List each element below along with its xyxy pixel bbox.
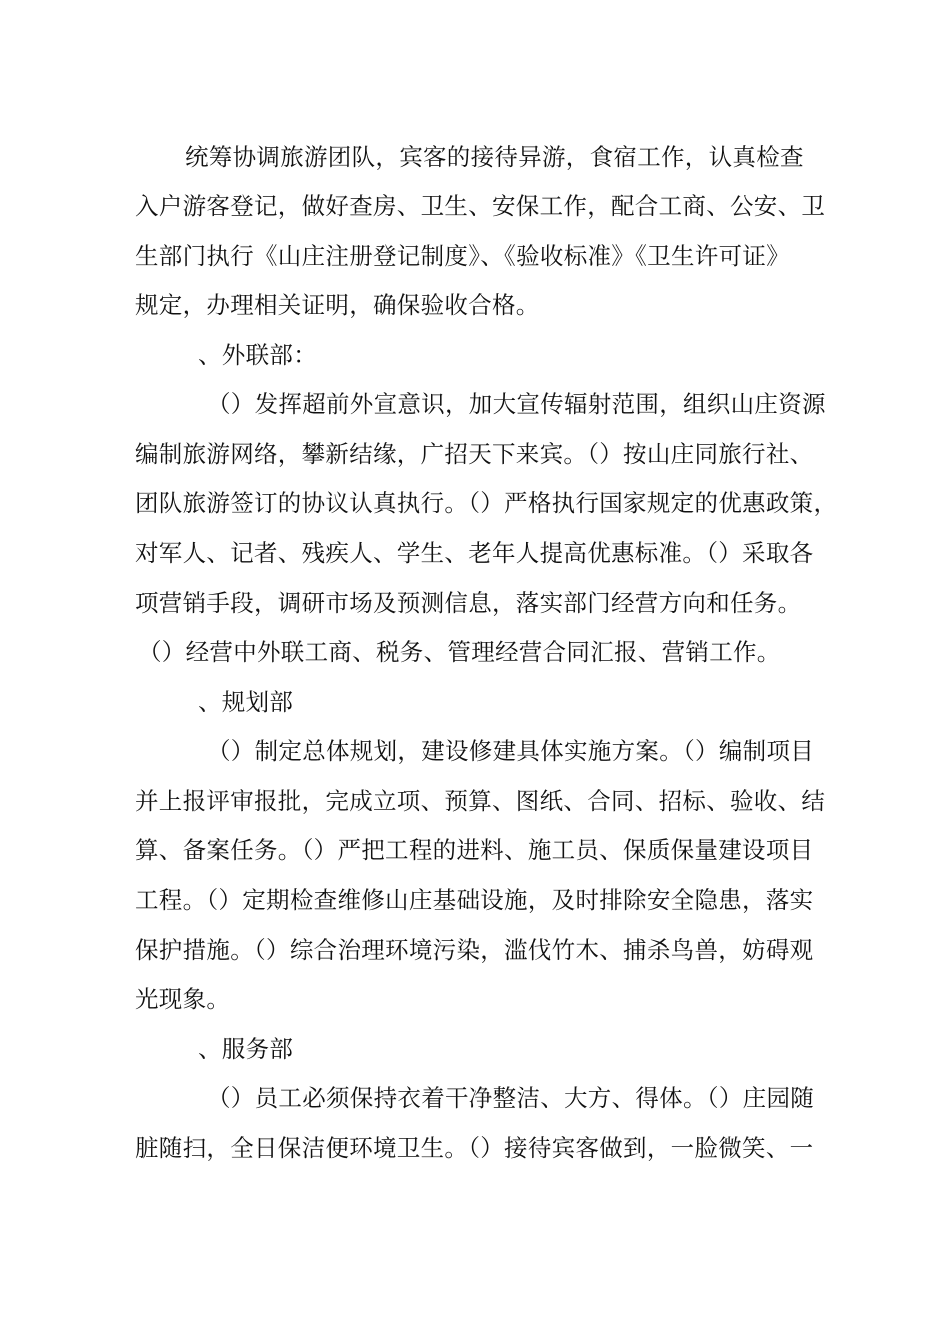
section-heading: 、外联部： (198, 341, 317, 369)
text-line: （）制定总体规划，建设修建具体实施方案。（）编制项目 (207, 737, 815, 765)
text-line: 光现象。 (135, 985, 231, 1013)
text-line: （）经营中外联工商、税务、管理经营合同汇报、营销工作。 (138, 638, 781, 666)
text-line: 并上报评审报批，完成立项、预算、图纸、合同、招标、验收、结 (135, 787, 826, 815)
text-line: （）员工必须保持衣着干净整洁、大方、得体。（）庄园随 (207, 1084, 815, 1112)
text-line: 规定，办理相关证明，确保验收合格。 (135, 291, 540, 319)
text-line: 生部门执行《山庄注册登记制度》、《验收标准》《卫生许可证》 (135, 242, 790, 270)
text-line: 算、备案任务。（）严把工程的进料、施工员、保质保量建设项目 (135, 836, 814, 864)
text-line: 统筹协调旅游团队，宾客的接待异游，食宿工作，认真检查 (185, 143, 804, 171)
text-line: 项营销手段，调研市场及预测信息，落实部门经营方向和任务。 (135, 589, 802, 617)
text-line: 脏随扫，全日保洁便环境卫生。（）接待宾客做到，一脸微笑、一 (135, 1134, 814, 1162)
text-line: 团队旅游签订的协议认真执行。（）严格执行国家规定的优惠政策， (135, 489, 838, 517)
text-line: 入户游客登记，做好查房、卫生、安保工作，配合工商、公安、卫 (135, 192, 826, 220)
text-line: 保护措施。（）综合治理环境污染，滥伐竹木、捕杀鸟兽，妨碍观 (135, 936, 814, 964)
section-heading: 、服务部 (198, 1035, 294, 1063)
section-heading: 、规划部 (198, 688, 294, 716)
text-line: 工程。（）定期检查维修山庄基础设施，及时排除安全隐患，落实 (135, 886, 814, 914)
text-line: 编制旅游网络，攀新结缘，广招天下来宾。（）按山庄同旅行社、 (135, 440, 814, 468)
text-line: （）发挥超前外宣意识，加大宣传辐射范围，组织山庄资源 (207, 390, 826, 418)
text-line: 对军人、记者、残疾人、学生、老年人提高优惠标准。（）采取各 (135, 539, 814, 567)
